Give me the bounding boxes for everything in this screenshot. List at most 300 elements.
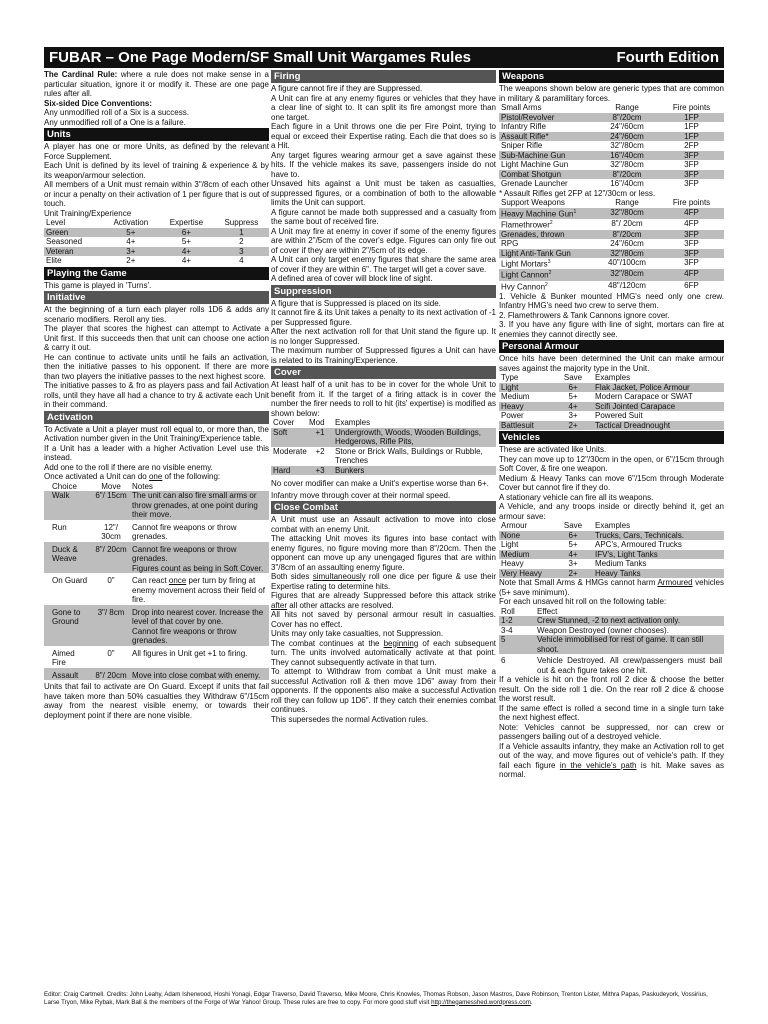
section-heading-personal-armour: Personal Armour: [499, 340, 724, 353]
table-header: Save: [563, 521, 583, 531]
text-run: roll one dice per figure & use their Expertise rating to determine hits.: [271, 572, 497, 591]
table-cell: 5+: [568, 392, 578, 402]
table-row: [44, 228, 269, 238]
text-run: Can react: [132, 576, 169, 585]
table-cell: 3FP: [659, 151, 724, 161]
table-cell: 4+: [559, 550, 587, 560]
combat-para: The attacking Unit moves its figures into base contact with enemy figures, no figure moving more than 8"/20cm. Then the opponent can move up any unengaged figures that are within 3"/8cm of an assaulting enemy figure.: [271, 534, 496, 572]
column-middle: [271, 70, 496, 724]
table-cell: 12"/ 30cm: [101, 522, 121, 541]
section-heading-playing: Playing the Game: [44, 267, 269, 280]
table-cell: 16"/40cm: [595, 151, 659, 161]
footnote-mark: 1: [573, 208, 577, 215]
text-run: beginning: [383, 638, 419, 648]
table-row: [44, 573, 269, 605]
edition-label: Fourth Edition: [616, 48, 719, 66]
combat-para: All hits not saved by personal armour result in casualties. Cover has no effect.: [271, 610, 496, 629]
table-cell: 2FP: [684, 141, 699, 150]
table-cell: [499, 208, 595, 219]
firing-para: A figure cannot be made both suppressed and a casualty from the same bout of received fire.: [271, 207, 496, 226]
table-cell: Sub-Machine Gun: [499, 151, 595, 161]
table-row: [499, 281, 724, 292]
vehicles-para: If a vehicle is hit on the front roll 2 dice & choose the better result. On the side roll 1 die. On the rear roll 2 dice & choose the worst result.: [499, 675, 724, 704]
table-cell: 4+: [559, 402, 587, 412]
table-header: Fire points: [672, 198, 711, 207]
table-row: [499, 411, 724, 421]
section-heading-firing: Firing: [271, 70, 496, 83]
table-cell: 1: [214, 228, 269, 238]
table-header-row: [499, 103, 724, 113]
table-cell: Run: [52, 522, 67, 532]
table-cell: Vehicle immobilised for rest of game. It can still shoot.: [535, 635, 724, 654]
note-line: Figures count as being in Soft Cover.: [132, 563, 264, 573]
table-cell: 3: [214, 247, 269, 257]
table-cell: Light Machine Gun: [501, 160, 569, 169]
table-header: Fire points: [672, 103, 711, 112]
table-cell: Undergrowth, Woods, Wooden Buildings, Hedgerows, Rifle Pits,: [333, 428, 496, 447]
table-cell: 24"/60cm: [610, 122, 644, 131]
table-cell: 1FP: [684, 122, 699, 131]
table-header: Choice: [52, 481, 77, 491]
vehicles-para: Note: Vehicles cannot be suppressed, nor can crew or passengers bailing out of a destroyed vehicle.: [499, 722, 724, 742]
text-run: one: [148, 472, 163, 481]
credits-text: Editor: Craig Cartmell. Credits: John Leahy, Adam Isherwood, Hoshi Yonagi, Edgar Traverso, David Traverso, Mike Moore, Chris Knowles, Thomas Robson, Jason Mastros, Dave Robinson, Trenton Lister, Mithra Papas, Paskudeyork, Vossirius, Larse Tryon, Mike Rybak, Mark Ball & the members of the Forge of War Yahoo! Group. These rules are free to copy. For more good stuff visit: [44, 991, 708, 1006]
armour-intro: Once hits have been determined the Unit can make armour saves against the majority type in the Unit.: [499, 354, 724, 373]
table-row: [499, 402, 724, 412]
credits-end: .: [530, 998, 533, 1006]
table-cell: Heavy: [499, 402, 559, 412]
table-cell: Flak Jacket, Police Armour: [587, 383, 724, 393]
table-row: [499, 170, 724, 180]
table-row: [499, 160, 724, 170]
cover-after: Infantry move through cover at their normal speed.: [271, 490, 451, 500]
table-header: Roll: [501, 606, 515, 616]
table-cell: Hard: [271, 466, 307, 476]
table-cell: 3FP: [659, 170, 724, 180]
cardinal-label: The Cardinal Rule:: [44, 70, 118, 79]
vehicle-armour-table: [499, 521, 724, 578]
table-cell: [499, 249, 595, 259]
table-header: Notes: [132, 481, 153, 491]
text-run: Figures that are already Suppressed before this attack strike: [271, 591, 496, 600]
table-header: Range: [615, 198, 639, 207]
table-cell: 6+: [559, 383, 587, 393]
dice-rule: Any unmodified roll of a One is a failure.: [44, 117, 186, 127]
table-cell: 40"/100cm: [608, 258, 646, 268]
table-cell: Very Heavy: [499, 569, 559, 579]
text-run: Note that Small Arms & HMGs cannot harm: [499, 578, 658, 588]
table-cell: APC's, Armoured Trucks: [595, 540, 682, 550]
table-cell: 24"/60cm: [595, 132, 659, 142]
table-cell: 6: [501, 656, 506, 666]
table-cell: 3"/ 8cm: [92, 605, 130, 646]
vehicles-para: If the same effect is rolled a second time in a single turn take the next highest effect.: [499, 703, 724, 723]
weapon-name: Grenades, thrown: [501, 229, 565, 239]
table-cell: [130, 542, 269, 574]
table-row: [499, 208, 724, 219]
footnote-mark: 2: [549, 219, 553, 226]
column-left: [44, 70, 269, 720]
table-header-row: [499, 607, 724, 617]
playing-text: This game is played in 'Turns'.: [44, 280, 152, 290]
text-run: all other attacks are resolved.: [287, 600, 394, 610]
table-row: [44, 247, 269, 257]
note-line: Cannot fire weapons or throw grenades.: [132, 626, 237, 645]
table-cell: 4+: [181, 256, 191, 265]
table-row: [499, 230, 724, 240]
table-row: [44, 520, 269, 542]
vehicles-para: A Vehicle, and any troops inside or directly behind it, get an armour save:: [499, 502, 724, 521]
table-header: Activation: [113, 218, 149, 227]
title-bar: [44, 47, 724, 68]
table-row: [44, 491, 269, 520]
section-heading-suppression: Suppression: [271, 285, 496, 298]
table-cell: 2+: [559, 569, 587, 579]
combat-para: [271, 572, 496, 591]
weapon-name: RPG: [501, 239, 519, 249]
table-row: [44, 256, 269, 266]
table-cell: 1-2: [499, 616, 535, 626]
table-cell: 8"/ 20cm: [92, 668, 130, 681]
table-cell: Light: [501, 540, 519, 550]
cover-after: No cover modifier can make a Unit's expertise worse than 6+.: [271, 479, 489, 488]
table-cell: 8"/20cm: [595, 170, 659, 180]
table-row: [499, 249, 724, 259]
table-cell: 2+: [126, 256, 136, 265]
activation-para: To Activate a Unit a player must roll equal to, or more than, the Activation number given in the Unit Training/Experience table.: [44, 424, 269, 443]
table-cell: 5+: [181, 237, 191, 246]
vehicles-each: For each unsaved hit roll on the following table:: [499, 597, 667, 607]
table-header: Examples: [335, 418, 371, 427]
table-header-row: [499, 521, 724, 531]
table-cell: 4+: [126, 237, 136, 246]
table-cell: Scifi Jointed Carapace: [587, 402, 724, 412]
table-header: Mod: [309, 418, 325, 427]
vehicles-para: These are activated like Units.: [499, 445, 607, 455]
table-cell: Moderate: [273, 446, 307, 456]
table-cell: 3FP: [684, 258, 699, 268]
table-cell: 24"/60cm: [610, 239, 644, 249]
table-cell: IFV's, Light Tanks: [587, 550, 724, 560]
suppression-para: After the next activation roll for that Unit stand the figure up. It is no longer Suppressed.: [271, 327, 496, 346]
activation-after: Units that fail to activate are On Guard. Except if units that fail have taken more than 50% casualties they Withdraw 6"/15cm away from the nearest visible enemy, or towards their deployment point if there are none visible.: [44, 682, 269, 720]
training-table-title: Unit Training/Experience: [44, 208, 132, 218]
table-cell: 3+: [568, 559, 578, 569]
table-row: [499, 383, 724, 393]
table-cell: Medium: [499, 550, 559, 560]
table-cell: 3FP: [659, 249, 724, 259]
suppression-para: The maximum number of Suppressed figures a Unit can have is related to its Training/Experience.: [271, 346, 496, 365]
table-row: [271, 466, 496, 476]
table-cell: Light: [499, 383, 559, 393]
table-row: [499, 113, 724, 123]
table-cell: 5: [499, 635, 535, 654]
table-header: Move: [101, 481, 121, 491]
table-cell: Vehicle Destroyed. All crew/passengers must bail out & each figure takes one hit.: [537, 656, 722, 675]
table-cell: 4+: [159, 247, 214, 257]
table-row: [499, 626, 724, 636]
table-cell: None: [499, 531, 559, 541]
table-header: Small Arms: [501, 103, 542, 112]
table-cell: 16"/40cm: [610, 179, 644, 188]
table-cell: 0": [107, 576, 115, 585]
dice-rule: Any unmodified roll of a Six is a success.: [44, 108, 189, 117]
table-cell: Bunkers: [333, 466, 496, 476]
weapons-intro: The weapons shown below are generic types that are common in military & paramilitary forces.: [499, 84, 724, 103]
section-heading-close-combat: Close Combat: [271, 501, 496, 514]
combat-para: This supersedes the normal Activation rules.: [271, 714, 428, 724]
table-cell: Power: [501, 411, 524, 421]
initiative-para: He can continue to activate units until he fails an activation, then the initiative passes to his opponent. If there are more than two players the initiative passes to the next highest score.: [44, 352, 269, 381]
table-cell: 3+: [568, 411, 578, 421]
table-row: [44, 237, 269, 247]
table-row: [499, 421, 724, 431]
table-cell: 32"/80cm: [595, 249, 659, 259]
personal-armour-table: [499, 373, 724, 430]
table-row: [499, 635, 724, 654]
cover-intro: At least half of a unit has to be in cover for the whole Unit to benefit from it. If the target of a firing attack is in cover the number the firer needs to roll to hit (its' expertise) is modified as shown below:: [271, 380, 496, 418]
dice-title: Six-sided Dice Conventions:: [44, 98, 153, 108]
page-title: FUBAR – One Page Modern/SF Small Unit Wargames Rules: [49, 48, 472, 66]
table-cell: Powered Suit: [595, 411, 643, 421]
table-cell: Medium Tanks: [595, 559, 647, 569]
small-arms-table: [499, 103, 724, 189]
vehicle-damage-table: [499, 607, 724, 676]
table-cell: The unit can also fire small arms or throw grenades, at one point during their move.: [130, 491, 269, 520]
text-run: Armoured: [657, 578, 693, 588]
table-row: [499, 550, 724, 560]
table-cell: Cannot fire weapons or throw grenades.: [132, 522, 237, 541]
table-cell: Elite: [46, 256, 62, 265]
table-cell: 32"/80cm: [610, 141, 644, 150]
table-row: [499, 219, 724, 230]
section-heading-units: Units: [44, 128, 269, 141]
text-run: of the following:: [162, 472, 221, 481]
initiative-para: At the beginning of a turn each player rolls 1D6 & adds any scenario modifiers. Reroll any ties.: [44, 305, 269, 324]
section-heading-weapons: Weapons: [499, 70, 724, 83]
table-cell: 3FP: [659, 230, 724, 240]
table-cell: 32"/80cm: [595, 208, 659, 219]
suppression-para: It cannot fire & its Unit takes a penalty to its next activation of -1 per Suppressed figure.: [271, 308, 496, 327]
table-cell: 6FP: [684, 280, 699, 290]
table-cell: Modern Carapace or SWAT: [595, 392, 693, 402]
table-cell: Heavy: [501, 559, 524, 569]
table-cell: Walk: [44, 491, 92, 520]
table-cell: [499, 239, 595, 249]
text-run: The combat continues at the: [271, 638, 384, 648]
table-row: [499, 151, 724, 161]
table-cell: Duck & Weave: [44, 542, 92, 574]
combat-para: [271, 639, 496, 668]
firing-para: A defined area of cover will block line of sight.: [271, 274, 433, 283]
assault-rifle-note: * Assault Rifles get 2FP at 12"/30cm or less.: [499, 188, 656, 198]
firing-para: Any target figures wearing armour get a save against these hits. If the vehicle makes its save, passengers inside do not have to.: [271, 150, 496, 179]
table-cell: Soft: [271, 428, 307, 447]
table-row: [271, 428, 496, 447]
firing-para: A Unit can only target enemy figures that share the same area of cover if they are within 6". The target will get a cover save.: [271, 255, 496, 274]
combat-para: To attempt to Withdraw from combat a Unit must make a successful Activation roll & then move 1D6" away from their opponents. If the opponents also make a successful Activation roll they can follow up 1D6". If they catch their enemies combat continues.: [271, 667, 496, 714]
combat-para: [271, 591, 496, 610]
text-run: per turn by firing at enemy movement across their field of fire.: [132, 576, 265, 604]
table-cell: Battlesuit: [499, 421, 559, 431]
credits-footer: [44, 991, 724, 1006]
table-cell: Combat Shotgun: [499, 170, 595, 180]
table-row: [44, 668, 269, 681]
table-cell: 4: [239, 256, 244, 265]
table-cell: Aimed Fire: [52, 648, 75, 667]
table-cell: [130, 605, 269, 646]
table-row: [499, 616, 724, 626]
table-cell: 48"/120cm: [608, 280, 646, 290]
table-cell: 8"/ 20cm: [92, 542, 130, 574]
table-cell: 6+: [559, 531, 587, 541]
table-row: [499, 258, 724, 269]
table-cell: [499, 230, 595, 240]
table-cell: [499, 269, 595, 280]
table-cell: Veteran: [44, 247, 103, 257]
table-cell: 0": [107, 648, 115, 658]
table-row: [499, 141, 724, 151]
table-header: Support Weapons: [501, 198, 565, 207]
suppression-para: A figure that is Suppressed is placed on its side.: [271, 298, 441, 308]
combat-para: A Unit must use an Assault activation to move into close combat with an enemy Unit.: [271, 515, 496, 534]
table-row: [499, 239, 724, 249]
activation-para: Add one to the roll if there are no visible enemy.: [44, 462, 213, 472]
table-header-row: [499, 373, 724, 383]
cover-table: [271, 418, 496, 475]
text-run: once: [168, 576, 187, 585]
table-header: Suppress: [224, 218, 259, 227]
table-header: Expertise: [169, 218, 204, 227]
table-cell: 3FP: [684, 239, 699, 249]
table-cell: +1: [307, 428, 333, 447]
table-header: Range: [615, 103, 639, 112]
table-cell: 3FP: [684, 160, 699, 169]
table-cell: Medium: [501, 392, 530, 402]
table-cell: Seasoned: [46, 237, 83, 246]
vehicles-para: They can move up to 12"/30cm in the open, or 6"/15cm through Soft Cover, & fire one weapon.: [499, 454, 724, 474]
text-run: of each subsequent turn. The units involved automatically activate at that point. They cannot subsequently activate in that turn.: [271, 638, 496, 667]
table-cell: Trucks, Cars, Technicals.: [587, 531, 724, 541]
table-cell: Heavy Tanks: [587, 569, 724, 579]
firing-para: A Unit may fire at enemy in cover if some of the enemy figures are within 2"/5cm of the cover's edge. Figures can only fire out of cover if they are within 2"/5cm of its edge.: [271, 226, 496, 255]
table-cell: 5+: [568, 540, 578, 550]
vehicles-note: [499, 578, 724, 597]
table-header: Examples: [595, 521, 631, 531]
table-row: [499, 122, 724, 132]
website-link[interactable]: http://thegamesshed.wordpress.com: [431, 998, 531, 1006]
table-cell: 1FP: [659, 132, 724, 142]
firing-para: Each figure in a Unit throws one die per Fire Point, trying to equal or exceed their Expertise rating. Each die that does so is a Hit.: [271, 122, 496, 150]
section-heading-activation: Activation: [44, 411, 269, 424]
table-header: Examples: [595, 373, 631, 383]
activation-once: [44, 472, 269, 482]
text-run: is hit. Make saves as normal.: [499, 760, 724, 780]
table-cell: 32"/80cm: [610, 160, 644, 169]
weapon-note: 2. Flamethrowers & Tank Cannons ignore cover.: [499, 310, 670, 320]
table-cell: 2+: [559, 421, 587, 431]
weapon-name: Light Cannon: [501, 271, 549, 281]
table-cell: On Guard: [52, 576, 88, 585]
table-cell: 8"/20cm: [595, 230, 659, 240]
units-para: Each Unit is defined by its level of training & experience & by its weapon/armour selection.: [44, 161, 269, 180]
table-row: [499, 559, 724, 569]
text-run: If a Vehicle assaults infantry, they make an Activation roll to get out of the way, and move figures out of vehicle's path. If they fail each figure: [499, 741, 724, 770]
table-row: [499, 269, 724, 280]
text-run: Once activated a Unit can do: [44, 472, 149, 481]
vehicles-para: [499, 742, 724, 780]
table-header-row: [44, 482, 269, 492]
activation-para: If a Unit has a leader with a higher Activation Level use this instead.: [44, 443, 269, 462]
footnote-mark: 2: [545, 281, 548, 288]
weapon-name: Light Anti-Tank Gun: [501, 248, 571, 258]
initiative-para: The player that scores the highest can attempt to Activate a Unit first. If this succeeds then that unit can choose one action & carry it out.: [44, 324, 269, 352]
text-run: simultaneously: [312, 572, 366, 581]
table-cell: 32"/80cm: [595, 269, 659, 280]
combat-para: Units may only take casualties, not Suppression.: [271, 629, 444, 638]
table-header-row: [271, 418, 496, 428]
table-cell: 5+: [103, 228, 160, 238]
text-run: after: [271, 600, 288, 610]
table-cell: Stone or Brick Walls, Buildings or Rubble, Trenches: [335, 446, 483, 465]
table-header-row: [499, 198, 724, 208]
table-cell: 6"/ 15cm: [92, 491, 130, 520]
table-row: [44, 605, 269, 646]
table-row: [499, 540, 724, 550]
table-row: [499, 531, 724, 541]
table-cell: 4FP: [659, 269, 724, 280]
firing-para: Unsaved hits against a Unit must be taken as casualties, suppressed figures, or a combination of both to the allowable limits the Unit can support.: [271, 179, 496, 207]
table-cell: +2: [315, 446, 325, 456]
table-cell: Tactical Dreadnought: [587, 421, 724, 431]
table-cell: Assault: [44, 668, 92, 681]
table-header: Level: [46, 218, 66, 227]
footnote-mark: 3: [547, 259, 551, 266]
activation-table: [44, 482, 269, 681]
table-cell: 1FP: [659, 113, 724, 123]
table-cell: [130, 573, 269, 605]
table-cell: Gone to Ground: [44, 605, 92, 646]
table-cell: Grenade Launcher: [501, 179, 568, 188]
firing-para: A figure cannot fire if they are Suppressed.: [271, 84, 423, 93]
table-cell: Move into close combat with enemy.: [130, 668, 269, 681]
table-cell: 8"/ 20cm: [611, 218, 643, 228]
table-cell: 2: [239, 237, 244, 246]
note-line: Drop into nearest cover. Increase the level of that cover by one.: [132, 607, 264, 626]
text-run: vehicles (5+ save minimum).: [499, 578, 725, 597]
section-heading-cover: Cover: [271, 366, 496, 379]
units-para: All members of a Unit must remain within 3"/8cm of each other or incur a penalty on their activation of 1 per figure that is out of touch.: [44, 180, 269, 208]
weapon-name: Flamethrower: [501, 220, 550, 230]
vehicles-para: A stationary vehicle can fire all its weapons.: [499, 492, 654, 502]
table-cell: Sniper Rifle: [501, 141, 543, 150]
text-run: in the vehicle's path: [559, 760, 637, 770]
table-cell: 3-4: [501, 625, 513, 635]
weapon-note: 3. If you have any figure with line of sight, mortars can fire at enemies they cannot directly see.: [499, 320, 724, 339]
table-row: [499, 654, 724, 675]
table-cell: All figures in Unit get +1 to firing.: [132, 648, 248, 658]
vehicles-para: Medium & Heavy Tanks can move 6"/15cm through Moderate Cover but cannot fire if they do.: [499, 473, 724, 493]
support-weapons-table: [499, 198, 724, 292]
table-header: Save: [563, 373, 583, 383]
weapon-note: 1. Vehicle & Bunker mounted HMG's need only one crew. Infantry HMG's need two crew to serve them.: [499, 291, 724, 311]
table-cell: 3FP: [684, 179, 699, 188]
table-cell: 8"/20cm: [595, 113, 659, 123]
table-header: Effect: [537, 606, 558, 616]
cardinal-text: where a rule does not make sense in a particular situation, ignore it or modify it. These are one page rules after all.: [44, 70, 269, 98]
table-header-row: [44, 218, 269, 228]
table-cell: 4FP: [684, 218, 699, 228]
